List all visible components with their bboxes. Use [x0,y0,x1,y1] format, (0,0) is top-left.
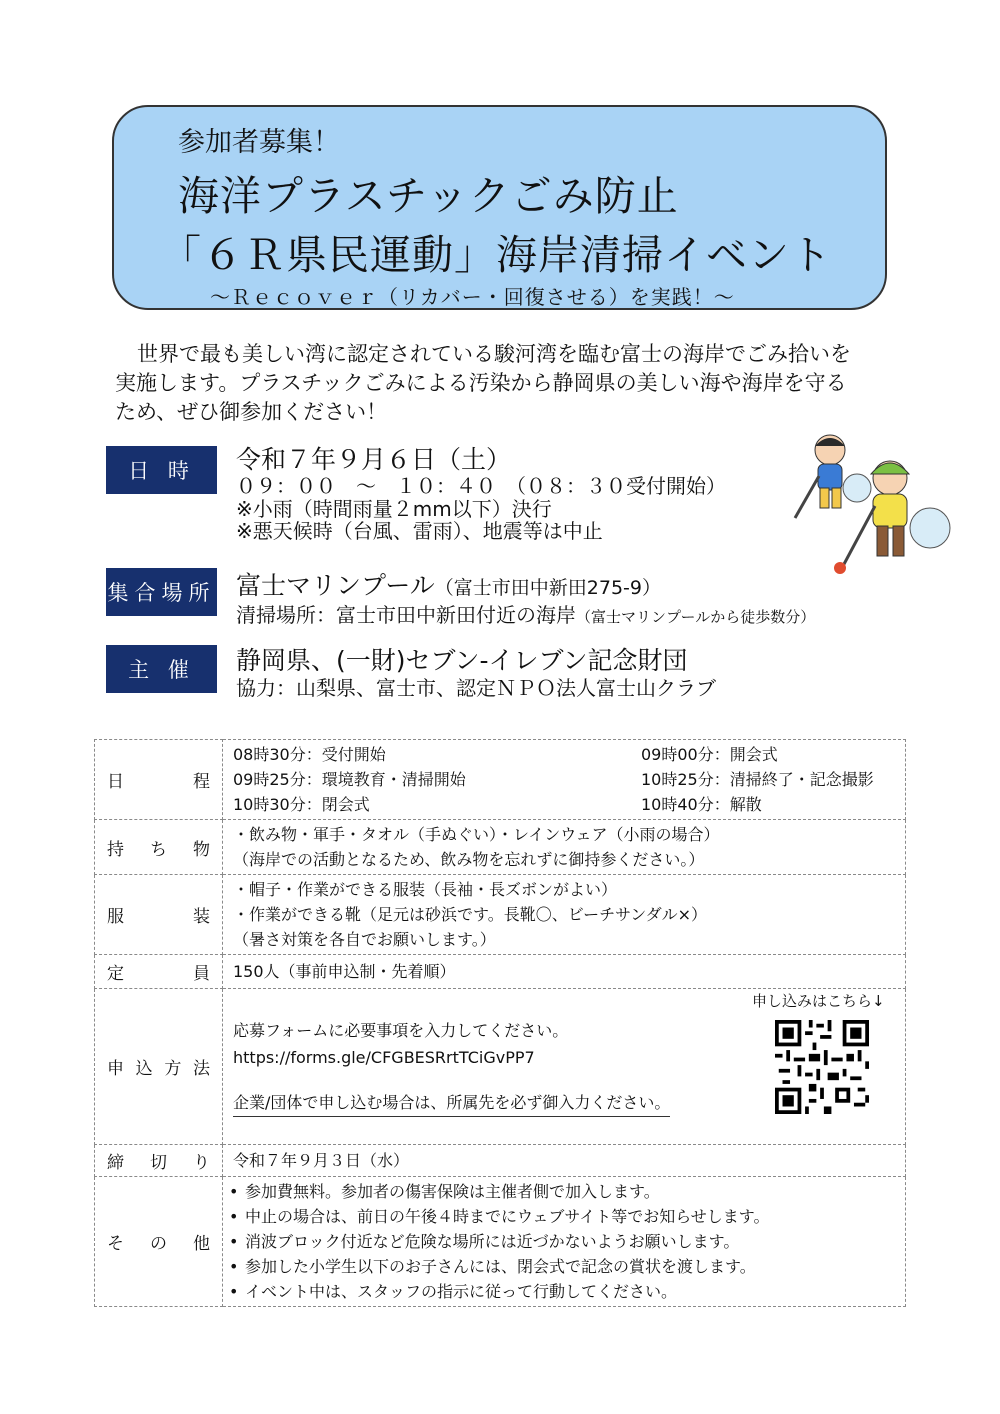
clothing-line: （暑さ対策を各自でお願いします。） [233,930,496,949]
table-row-capacity [95,955,906,989]
table-row-deadline [95,1145,906,1177]
host-label: 主 催 [106,645,217,693]
cooperation: 協力：山梨県、富士市、認定ＮＰＯ法人富士山クラブ [236,676,716,700]
list-item: • 中止の場合は、前日の午後４時までにウェブサイト等でお知らせします。 [245,1204,905,1229]
intro-line: ため、ぜひ御参加ください！ [115,400,388,424]
qr-code[interactable] [775,1020,869,1114]
deadline-value: 令和７年９月３日（水） [233,1151,410,1170]
intro-line: 世界で最も美しい湾に認定されている駿河湾を臨む富士の海岸でごみ拾いを [137,342,851,366]
children-cleanup-illustration [785,428,960,578]
deadline-header: 締 切 り [95,1145,223,1177]
list-item: • 消波ブロック付近など危険な場所には近づかないようお願いします。 [245,1229,905,1254]
title-line2: 「６Ｒ県民運動」海岸清掃イベント [160,231,832,279]
title-line1: 海洋プラスチックごみ防止 [178,172,679,220]
other-list [223,1179,905,1304]
cancel-note: ※悪天候時（台風、雷雨）、地震等は中止 [236,519,603,543]
organizers: 静岡県、(一財)セブン-イレブン記念財団 [236,646,688,675]
table-row-clothing [95,875,906,955]
cleanup-location: 清掃場所：富士市田中新田付近の海岸 [236,603,576,627]
cleanup-place [236,599,815,628]
place-address: （富士市田中新田275-9） [434,577,661,599]
list-item: • イベント中は、スタッフの指示に従って行動してください。 [245,1279,905,1304]
schedule-list [223,740,905,819]
event-date: 令和７年９月６日（土） [236,445,512,474]
schedule-header: 日 程 [95,740,223,820]
table-row-schedule [95,740,906,820]
schedule-item: 09時25分：環境教育・清掃開始 [233,770,466,789]
belongings-header: 持 ち 物 [95,820,223,875]
schedule-item: 09時00分：開会式 [641,745,778,764]
meeting-place [236,566,661,602]
capacity-header: 定 員 [95,955,223,989]
event-time: ０９：００ 〜 １０：４０ （０８：３０受付開始） [236,474,726,498]
cleanup-note: （富士マリンプールから徒歩数分） [576,608,816,626]
rain-note: ※小雨（時間雨量２mm以下）決行 [236,497,552,521]
apply-header: 申 込 方 法 [95,989,223,1145]
belongings-line: （海岸での活動となるため、飲み物を忘れずに御持参ください。） [233,850,705,869]
schedule-item: 08時30分：受付開始 [233,745,386,764]
schedule-item: 10時30分：閉会式 [233,795,370,814]
place-label: 集合場所 [106,568,217,616]
list-item: • 参加費無料。参加者の傷害保険は主催者側で加入します。 [245,1179,905,1204]
clothing-line: ・作業ができる靴（足元は砂浜です。長靴〇、ビーチサンダル×） [233,905,708,924]
schedule-item: 10時40分：解散 [641,795,762,814]
table-row-other [95,1177,906,1307]
belongings-line: ・飲み物・軍手・タオル（手ぬぐい）・レインウェア（小雨の場合） [233,825,720,844]
qr-caption: 申し込みはこちら↓ [752,992,885,1010]
apply-note: 企業/団体で申し込む場合は、所属先を必ず御入力ください。 [233,1089,670,1117]
intro-paragraph [115,340,905,427]
schedule-item: 10時25分：清掃終了・記念撮影 [641,770,874,789]
other-header: そ の 他 [95,1177,223,1307]
apply-instruction: 応募フォームに必要事項を入力してください。 [233,1020,569,1040]
clothing-header: 服 装 [95,875,223,955]
place-name: 富士マリンプール [236,571,435,600]
table-row-belongings [95,820,906,875]
clothing-line: ・帽子・作業ができる服装（長袖・長ズボンがよい） [233,880,618,899]
title-kicker: 参加者募集！ [178,127,340,158]
title-subtitle: 〜Ｒｅｃｏｖｅｒ（リカバー・回復させる）を実践！〜 [210,285,735,309]
list-item: • 参加した小学生以下のお子さんには、閉会式で記念の賞状を渡します。 [245,1254,905,1279]
apply-url[interactable]: https://forms.gle/CFGBESRrtTCiGvPP7 [233,1047,535,1067]
intro-line: 実施します。プラスチックごみによる汚染から静岡県の美しい海や海岸を守る [115,371,847,395]
capacity-value: 150人（事前申込制・先着順） [233,962,456,981]
datetime-label: 日 時 [106,446,217,494]
